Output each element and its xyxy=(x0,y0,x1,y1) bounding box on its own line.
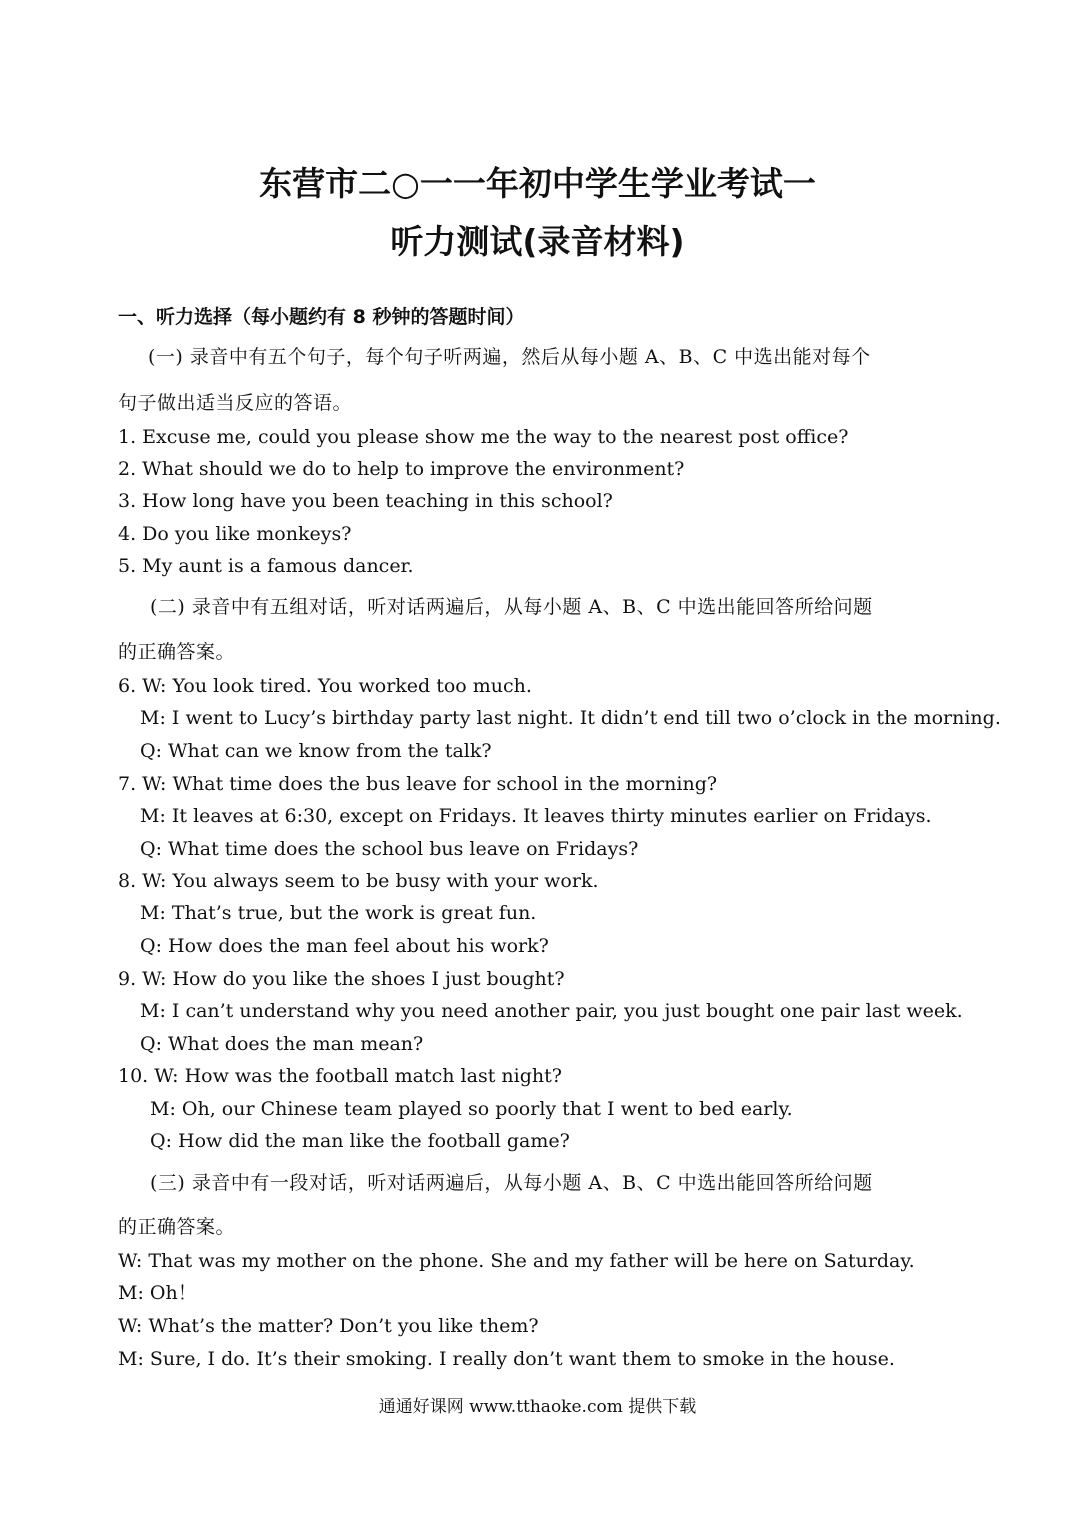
question-item: 3. How long have you been teaching in this school? xyxy=(118,490,613,512)
dialogue-man-line: M: Oh, our Chinese team played so poorly that I went to bed early. xyxy=(150,1098,793,1120)
dialogue-woman-line: 7. W: What time does the bus leave for school in the morning? xyxy=(118,773,718,795)
question-item: 1. Excuse me, could you please show me the way to the nearest post office? xyxy=(118,426,849,448)
dialogue-woman-line: 10. W: How was the football match last night? xyxy=(118,1065,562,1087)
conversation-line: W: What’s the matter? Don’t you like them? xyxy=(118,1315,539,1337)
dialogue-question-line: Q: What does the man mean? xyxy=(140,1033,424,1055)
dialogue-man-line: M: It leaves at 6:30, except on Fridays. It leaves thirty minutes earlier on Fridays. xyxy=(140,805,932,827)
part1-instruction: (一) 录音中有五个句子，每个句子听两遍，然后从每小题 A、B、C 中选出能对每个 xyxy=(148,346,871,368)
question-item: 4. Do you like monkeys? xyxy=(118,523,352,545)
page-subtitle: 听力测试(录音材料) xyxy=(390,222,685,261)
part3-instruction: (三) 录音中有一段对话，听对话两遍后，从每小题 A、B、C 中选出能回答所给问题 xyxy=(150,1172,873,1194)
dialogue-question-line: Q: What time does the school bus leave on Fridays? xyxy=(140,838,639,860)
dialogue-man-line: M: I can’t understand why you need another pair, you just bought one pair last week. xyxy=(140,1000,963,1022)
dialogue-man-line: M: That’s true, but the work is great fun. xyxy=(140,902,537,924)
conversation-line: W: That was my mother on the phone. She and my father will be here on Saturday. xyxy=(118,1250,915,1272)
page-title: 东营市二○一一年初中学生学业考试一 xyxy=(259,164,816,203)
question-item: 2. What should we do to help to improve the environment? xyxy=(118,458,685,480)
dialogue-man-line: M: I went to Lucy’s birthday party last night. It didn’t end till two o’clock in the morning. xyxy=(140,707,1001,729)
dialogue-woman-line: 6. W: You look tired. You worked too much. xyxy=(118,675,532,697)
dialogue-question-line: Q: How does the man feel about his work? xyxy=(140,935,549,957)
dialogue-woman-line: 9. W: How do you like the shoes I just bought? xyxy=(118,968,565,990)
question-item: 5. My aunt is a famous dancer. xyxy=(118,555,414,577)
section-heading: 一、听力选择（每小题约有 8 秒钟的答题时间） xyxy=(118,306,525,328)
conversation-line: M: Oh！ xyxy=(118,1282,197,1304)
dialogue-woman-line: 8. W: You always seem to be busy with your work. xyxy=(118,870,599,892)
part2-instruction: (二) 录音中有五组对话，听对话两遍后，从每小题 A、B、C 中选出能回答所给问题 xyxy=(150,596,873,618)
page-footer: 通通好课网 www.tthaoke.com 提供下载 xyxy=(378,1397,697,1417)
dialogue-question-line: Q: How did the man like the football game? xyxy=(150,1130,570,1152)
dialogue-question-line: Q: What can we know from the talk? xyxy=(140,740,492,762)
part3-instruction-cont: 的正确答案。 xyxy=(118,1216,236,1238)
part1-instruction-cont: 句子做出适当反应的答语。 xyxy=(118,392,353,414)
part2-instruction-cont: 的正确答案。 xyxy=(118,641,236,663)
conversation-line: M: Sure, I do. It’s their smoking. I really don’t want them to smoke in the house. xyxy=(118,1348,895,1370)
